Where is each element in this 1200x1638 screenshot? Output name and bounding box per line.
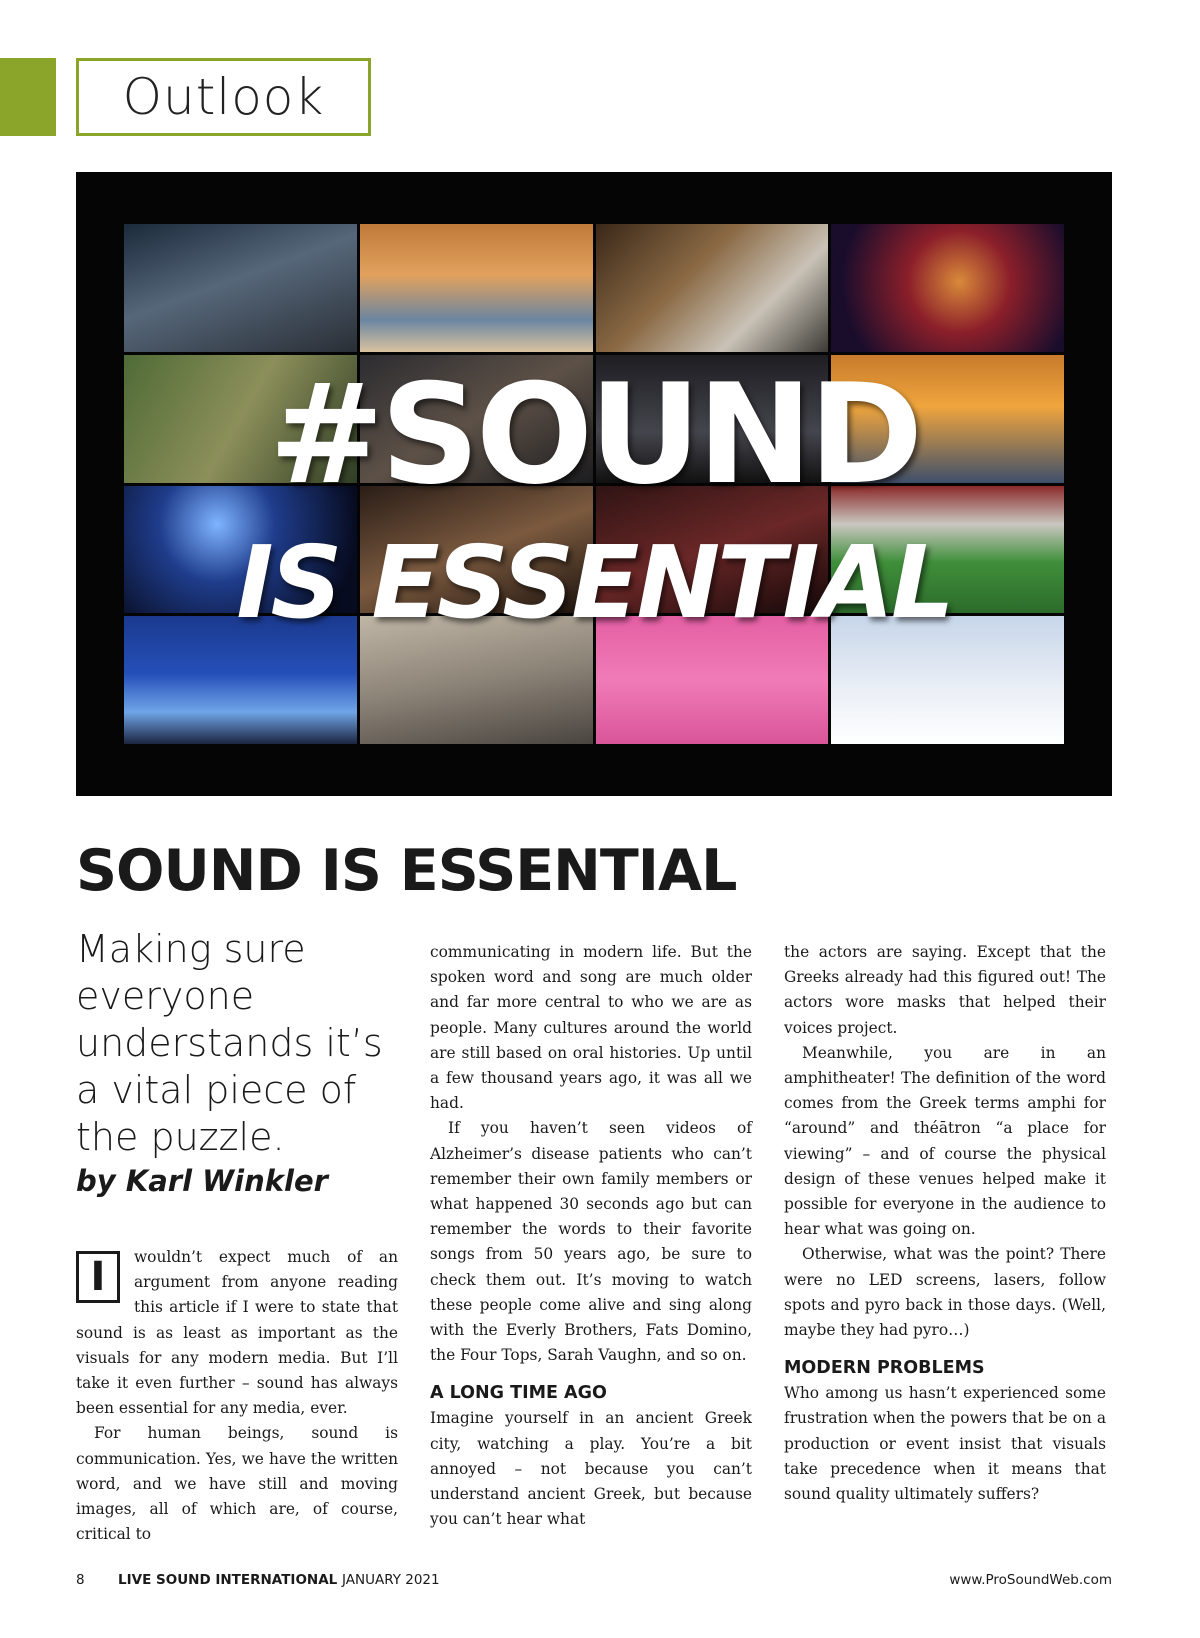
hero-title-line-1: #SOUND: [268, 354, 920, 515]
section-label-box: [76, 58, 371, 136]
hero-title-line-2: IS ESSENTIAL: [236, 524, 952, 641]
section-subhead: MODERN PROBLEMS: [784, 1358, 985, 1379]
photo-tile-beach-film-crew: [360, 224, 593, 352]
article-byline: by Karl Winkler: [76, 1164, 328, 1198]
paragraph: wouldn’t expect much of an argument from anyone reading this article if I were to state that sound is as least as important as the visuals for any modern media. But I’ll take it even further – sound has always been essential for any media, ever.: [76, 1248, 398, 1418]
paragraph: If you haven’t seen videos of Alzheimer’s disease patients who can’t remember their own family members or what happened 30 seconds ago but can remember the words to their favorite songs from 50 years ago, be sure to check them out. It’s moving to watch these people come alive and sing along with the Everly Brothers, Fats Domino, the Four Tops, Sarah Vaughn, and so on.: [430, 1119, 752, 1365]
paragraph: Meanwhile, you are in an amphitheater! The definition of the word comes from the Greek terms amphi for “around” and théātron “a place for viewing” – and of course the physical design of these venues helped make it possible for everyone in the audience to hear what was going on.: [784, 1043, 1106, 1239]
issue-date: JANUARY 2021: [342, 1572, 440, 1588]
page-footer: [76, 1572, 1112, 1592]
photo-tile-stage-rig: [124, 224, 357, 352]
hero-image: [76, 172, 1112, 796]
magazine-name: LIVE SOUND INTERNATIONAL: [118, 1572, 338, 1588]
section-label: Outlook: [122, 68, 325, 126]
article-headline: SOUND IS ESSENTIAL: [76, 838, 737, 904]
paragraph: Imagine yourself in an ancient Greek city, watching a play. You’re a bit annoyed – not because you can’t understand ancient Greek, but because you can’t hear what: [430, 1409, 752, 1529]
page-number: 8: [76, 1572, 85, 1588]
website-url: www.ProSoundWeb.com: [949, 1572, 1112, 1588]
paragraph: communicating in modern life. But the spoken word and song are much older and far more central to who we are as people. Many cultures around the world are still based on oral histories. Up until a few thousand years ago, it was all we had.: [430, 943, 752, 1113]
article-deck: Making sure everyone understands it’s a vital piece of the puzzle.: [76, 927, 383, 1159]
paragraph: For human beings, sound is communication. Yes, we have the written word, and we have still and moving images, all of which are, of course, critical to: [76, 1424, 398, 1544]
section-subhead: A LONG TIME AGO: [430, 1383, 607, 1404]
photo-collage: [124, 224, 1064, 744]
section-accent-bar: [0, 58, 56, 136]
article-column-3: [784, 940, 1106, 1507]
drop-cap: I: [76, 1251, 120, 1303]
paragraph: the actors are saying. Except that the Greeks already had this figured out! The actors wore masks that helped their voices project.: [784, 943, 1106, 1037]
photo-tile-mixing-console: [596, 224, 829, 352]
article-column-1: [76, 1245, 398, 1547]
photo-tile-guitarist-concert: [831, 224, 1064, 352]
article-column-2: [430, 940, 752, 1532]
paragraph: Otherwise, what was the point? There were no LED screens, lasers, follow spots and pyro back in those days. (Well, maybe they had pyro…): [784, 1245, 1106, 1340]
paragraph: Who among us hasn’t experienced some frustration when the powers that be on a production or event insist that visuals take precedence when it means that sound quality ultimately suffers?: [784, 1384, 1106, 1504]
